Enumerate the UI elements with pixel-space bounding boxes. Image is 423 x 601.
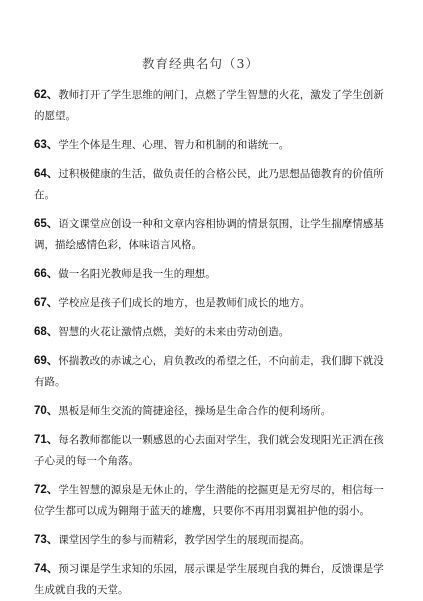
quote-number: 69、 bbox=[34, 355, 59, 367]
quote-number: 70、 bbox=[34, 405, 59, 417]
quote-item bbox=[34, 430, 393, 472]
quote-item bbox=[34, 164, 393, 206]
quote-item bbox=[34, 293, 393, 314]
quote-number: 68、 bbox=[34, 326, 59, 338]
quote-text: 预习课是学生求知的乐园，展示课是学生展现自我的舞台，反馈课是学生成就自我的天堂。 bbox=[34, 563, 384, 596]
quote-text: 怀揣教改的赤诚之心，肩负教改的希望之任，不向前走，我们脚下就没有路。 bbox=[34, 355, 384, 388]
quote-text: 智慧的火花让激情点燃，美好的未来由劳动创造。 bbox=[58, 326, 290, 338]
quote-text: 过积极健康的生活，做负责任的合格公民，此乃思想品德教育的价值所在。 bbox=[34, 168, 384, 201]
quote-number: 72、 bbox=[34, 484, 59, 496]
quote-item bbox=[34, 85, 393, 127]
quote-text: 学生智慧的源泉是无休止的，学生潜能的挖掘更是无穷尽的，相信每一位学生都可以成为翱翔于蓝天的雄鹰，只要你不再用羽翼祖护他的弱小。 bbox=[34, 484, 384, 517]
quote-text: 做一名阳光教师是我一生的理想。 bbox=[58, 268, 216, 280]
quote-item bbox=[34, 135, 393, 156]
quote-item bbox=[34, 401, 393, 422]
quote-list bbox=[34, 85, 393, 601]
quote-number: 64、 bbox=[34, 168, 59, 180]
document-title: 教育经典名句（3） bbox=[142, 56, 259, 71]
quote-item bbox=[34, 530, 393, 551]
quote-text: 学校应是孩子们成长的地方，也是教师们成长的地方。 bbox=[58, 297, 311, 309]
quote-number: 63、 bbox=[34, 139, 59, 151]
quote-number: 62、 bbox=[34, 89, 59, 101]
quote-text: 语文课堂应创设一种和文章内容相协调的情景氛围，让学生揣摩情感基调，描绘感情色彩，体味语言风格。 bbox=[34, 218, 384, 251]
quote-text: 课堂因学生的参与而精彩，教学因学生的展现而提高。 bbox=[58, 534, 311, 546]
quote-text: 教师打开了学生思维的闸门，点燃了学生智慧的火花，激发了学生创新的愿望。 bbox=[34, 89, 384, 122]
quote-item bbox=[34, 480, 393, 522]
quote-number: 73、 bbox=[34, 534, 59, 546]
quote-text: 黑板是师生交流的简捷途径，操场是生命合作的便利场所。 bbox=[58, 405, 332, 417]
quote-number: 66、 bbox=[34, 268, 59, 280]
quote-number: 74、 bbox=[34, 563, 59, 575]
quote-item bbox=[34, 559, 393, 601]
quote-item bbox=[34, 322, 393, 343]
quote-item bbox=[34, 351, 393, 393]
quote-item bbox=[34, 264, 393, 285]
quote-number: 65、 bbox=[34, 218, 59, 230]
quote-text: 每名教师都能以一颗感恩的心去面对学生，我们就会发现阳光正洒在孩子心灵的每一个角落。 bbox=[34, 434, 384, 467]
quote-text: 学生个体是生理、心理、智力和机制的和谐统一。 bbox=[58, 139, 290, 151]
quote-number: 71、 bbox=[34, 434, 59, 446]
quote-number: 67、 bbox=[34, 297, 59, 309]
quote-item bbox=[34, 214, 393, 256]
